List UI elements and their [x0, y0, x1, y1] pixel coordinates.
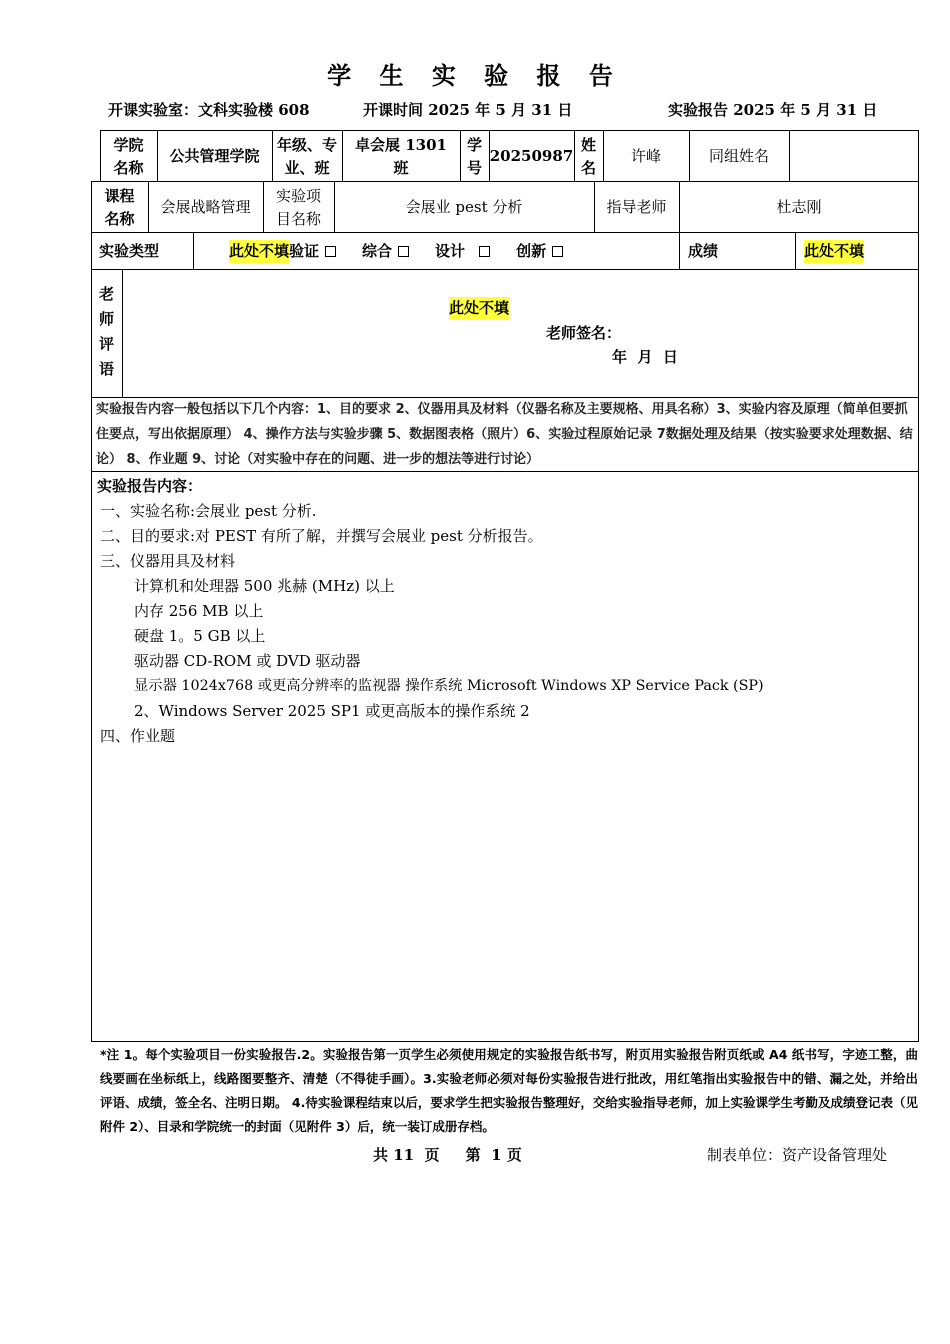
teacher-label: 指导老师	[606, 198, 667, 216]
course-label: 课程名称	[104, 186, 135, 228]
score-value	[795, 233, 919, 270]
content-line-3: 三、仪器用具及材料	[100, 552, 236, 570]
teacher-signature: 老师签名：	[546, 323, 622, 342]
teacher-value: 杜志刚	[776, 198, 822, 216]
type-innovate-label: 创新	[516, 242, 547, 260]
equipment-line-5: 显示器 1024x768 或更高分辨率的监视器 操作系统 Microsoft Windows XP Service Pack (SP)	[134, 678, 764, 694]
group-label: 同组姓名	[708, 147, 769, 165]
college-value: 公共管理学院	[169, 147, 260, 165]
student-id-value: 20250987	[489, 147, 574, 165]
college-label: 学院名称	[113, 135, 144, 177]
equipment-line-6: 2、Windows Server 2025 SP1 或更高版本的操作系统 2	[134, 702, 530, 720]
type-design-label: 设计	[435, 242, 466, 260]
type-label: 实验类型	[99, 242, 160, 260]
issuing-unit: 制表单位：资产设备管理处	[707, 1146, 888, 1164]
lab-info: 开课实验室：文科实验楼 608	[108, 101, 310, 119]
comment-placeholder: 此处不填	[443, 296, 515, 320]
comprehensive-checkbox[interactable]	[398, 246, 409, 257]
page-title: 学 生 实 验 报 告	[327, 62, 623, 90]
score-placeholder: 此处不填	[804, 240, 864, 263]
comment-label: 老师评语	[98, 285, 114, 378]
name-label: 姓名	[580, 135, 596, 177]
equipment-line-3: 硬盘 1。5 GB 以上	[134, 627, 266, 645]
group-value	[789, 131, 919, 182]
content-line-2: 二、目的要求:对 PEST 有所了解，并撰写会展业 pest 分析报告。	[100, 527, 543, 545]
content-line-1: 一、实验名称:会展业 pest 分析.	[100, 502, 317, 520]
type-comprehensive-label: 综合	[362, 242, 393, 260]
comment-section	[91, 269, 919, 398]
class-value: 卓会展 1301 班	[355, 135, 447, 177]
content-heading: 实验报告内容：	[97, 477, 203, 495]
footnote: *注 1。每个实验项目一份实验报告.2。实验报告第一页学生必须使用规定的实验报告纸书写，附页用实验报告附页纸或 A4 纸书写，字迹工整，曲线要画在坐标纸上，线路图要整齐、清楚（不得徒手画）。3.实验老师必须对每份实验报告进行批改，用红笔指出实验报告中的错、漏之处，并给出评语、成绩，签全名、注明日期。 4.待实验课程结束以后，要求学生把实验报告整理好，交给实验指导老师，加上实验课学生考勤及成绩登记表（见附件 2）、目录和学院统一的封面（见附件 3）后，统一装订成册存档。	[100, 1047, 918, 1134]
equipment-line-1: 计算机和处理器 500 兆赫 (MHz) 以上	[134, 577, 395, 595]
homework-heading: 四、作业题	[100, 727, 176, 745]
project-value: 会展业 pest 分析	[405, 198, 523, 216]
verify-checkbox[interactable]	[325, 246, 336, 257]
design-checkbox[interactable]	[479, 246, 490, 257]
innovate-checkbox[interactable]	[552, 246, 563, 257]
student-id-label: 学号	[466, 135, 482, 177]
type-placeholder: 此处不填	[229, 240, 289, 263]
class-label: 年级、专业、班	[276, 135, 337, 177]
report-date: 实验报告 2025 年 5 月 31 日	[668, 101, 878, 119]
course-time: 开课时间 2025 年 5 月 31 日	[363, 101, 573, 119]
equipment-line-4: 驱动器 CD-ROM 或 DVD 驱动器	[134, 652, 361, 670]
project-label: 实验项目名称	[275, 186, 321, 228]
name-value: 许峰	[630, 147, 661, 165]
guide-text: 实验报告内容一般包括以下几个内容：1、目的要求 2、仪器用具及材料（仪器名称及主要规格、用具名称）3、实验内容及原理（简单但要抓住要点，写出依据原理） 4、操作方法与实验步骤 5、数据图表格（照片）6、实验过程原始记录 7数据处理及结果（按实验要求处理数据、结论） 8、作业题 9、讨论（对实验中存在的问题、进一步的想法等进行讨论）	[96, 402, 913, 467]
page-counter: 共 11 页 第 1 页	[373, 1146, 522, 1164]
type-verify-label: 验证	[289, 242, 320, 260]
type-options	[193, 233, 679, 270]
equipment-line-2: 内存 256 MB 以上	[134, 602, 264, 620]
course-value: 会展战略管理	[160, 198, 251, 216]
comment-date: 年 月 日	[612, 347, 678, 366]
score-label: 成绩	[688, 242, 719, 260]
